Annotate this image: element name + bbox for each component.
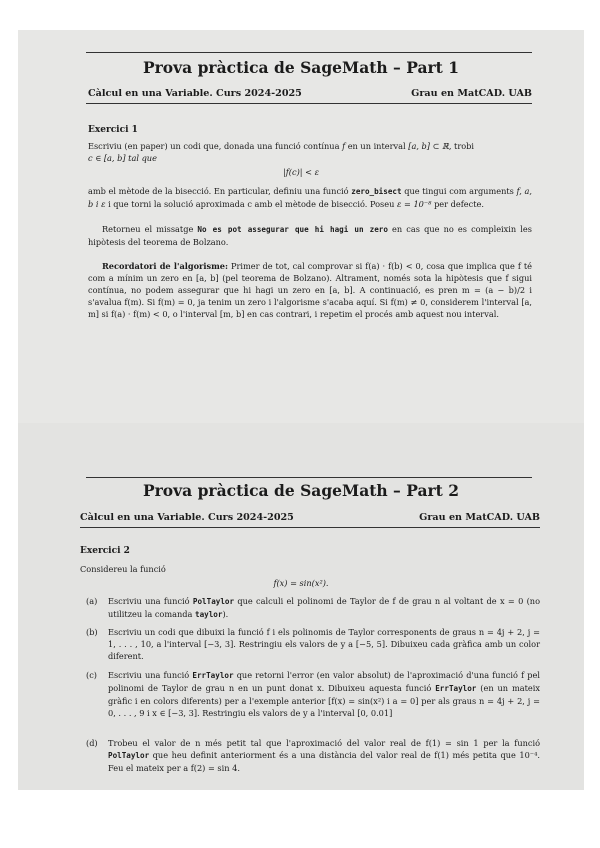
header-rule [80,527,540,528]
list-item-a: (a) Escriviu una funció PolTaylor que calculi el polinomi de Taylor de f de grau n al voltant de x = 0 (no utilitzeu la comanda taylor). [86,596,540,620]
degree-label: Grau en MatCAD. UAB [411,88,532,99]
exercise-2-heading: Exercici 2 [80,546,130,556]
list-item-d: (d) Trobeu el valor de n més petit tal que l'aproximació del valor real de f(1) = sin 1 per la funció PolTaylor que heu definit anteriorment és a una distància del valor real de f(1) més petita que 10⁻⁴. Feu el mateix per a f(2) = sin 4. [86,738,540,774]
course-label: Càlcul en una Variable. Curs 2024-2025 [80,512,294,523]
header-rule [86,103,532,104]
exercise-1-paragraph-2: amb el mètode de la bisecció. En particular, definiu una funció zero_bisect que tingui com arguments f, a, b i ε i que torni la solució aproximada c amb el mètode de bisecció. Poseu ε = 10⁻⁸ per defecte. [88,186,532,210]
top-rule [86,477,532,478]
exam-sheet-part-1 [18,30,584,423]
exercise-2-formula: f(x) = sin(x²). [273,578,329,588]
exercise-1-formula: |f(c)| < ε [283,167,319,177]
exam-sheet-part-2 [18,423,584,790]
exercise-1-paragraph-3: Retorneu el missatge No es pot assegurar que hi hagi un zero en cas que no es compleixin les hipòtesis del teorema de Bolzano. [88,224,532,248]
course-label: Càlcul en una Variable. Curs 2024-2025 [88,88,302,99]
page-title: Prova pràctica de SageMath – Part 1 [142,58,459,77]
exercise-1-intro: Escriviu (en paper) un codi que, donada una funció contínua f en un interval [a, b] ⊂ ℝ, trobi c ∈ [a, b] tal que [88,141,475,164]
algorithm-reminder: Recordatori de l'algorisme: Primer de tot, cal comprovar si f(a) · f(b) < 0, cosa que implica que f té com a mínim un zero en [a, b] (pel teorema de Bolzano). Altrament, només sota la hipòtesis que f sigui contínua, no podem assegurar que hi hagi un zero en [a, b]. A continuació, es pren m = (a − b)/2 i s'avalua f(m). Si f(m) = 0, ja tenim un zero i l'algorisme s'acaba aquí. Si f(m) ≠ 0, considerem l'interval [a, m] si f(a) · f(m) < 0, o l'interval [m, b] en cas contrari, i repetim el procés amb aquest nou interval. [88,261,532,320]
list-item-c: (c) Escriviu una funció ErrTaylor que retorni l'error (en valor absolut) de l'aproximació d'una funció f pel polinomi de Taylor de grau n en un punt donat x. Dibuixeu aquesta funció ErrTaylor (en un mateix gràfic i en colors diferents) per a l'exemple anterior [f(x) = sin(x²) i a = 0] per als graus n = 4j + 2, j = 0, . . . , 9 i x ∈ [−3, 3]. Restringiu els valors de y a l'interval [0, 0.01] [86,670,540,719]
exercise-2-intro: Considereu la funció [80,564,166,574]
exercise-1-heading: Exercici 1 [88,125,138,135]
degree-label: Grau en MatCAD. UAB [419,512,540,523]
top-rule [86,52,532,53]
list-item-b: (b) Escriviu un codi que dibuixi la funció f i els polinomis de Taylor corresponents de graus n = 4j + 2, j = 1, . . . , 10, a l'interval [−3, 3]. Restringiu els valors de y a [−5, 5]. Dibuixeu cada gràfica amb un color diferent. [86,627,540,662]
page-title: Prova pràctica de SageMath – Part 2 [142,481,459,500]
